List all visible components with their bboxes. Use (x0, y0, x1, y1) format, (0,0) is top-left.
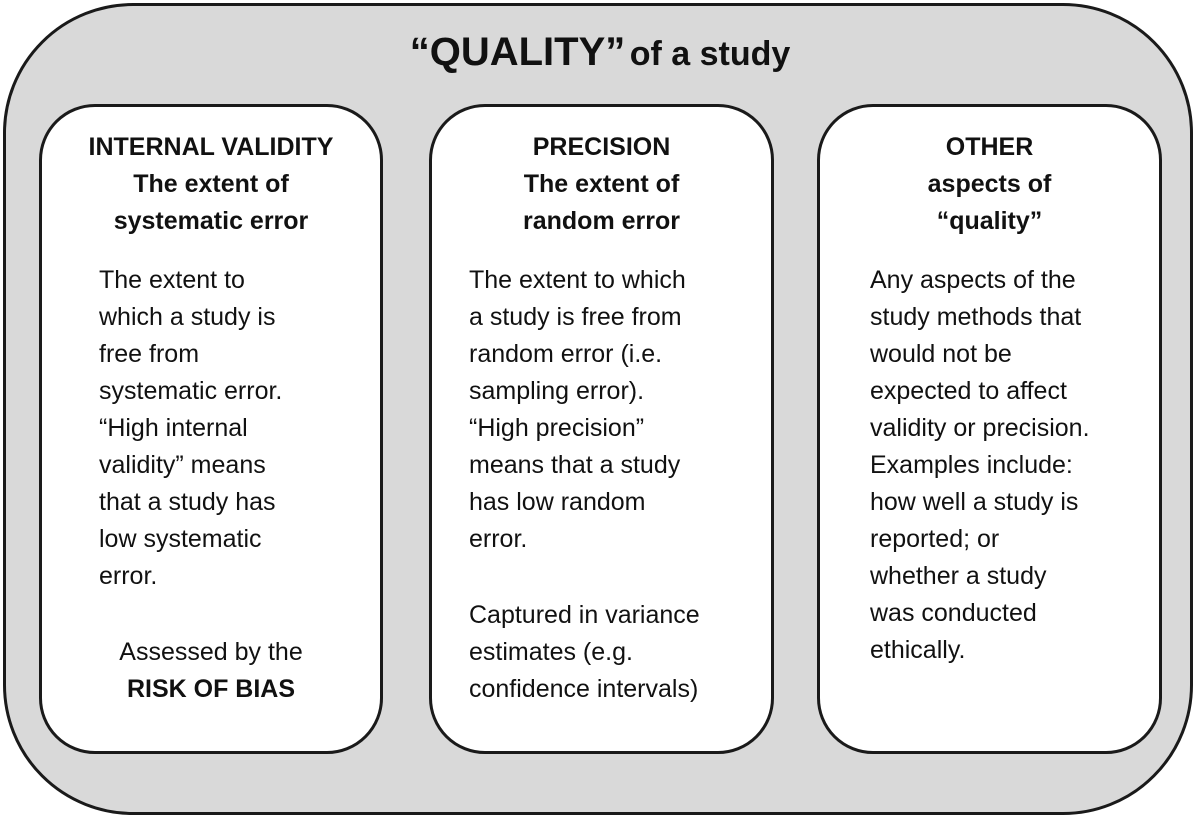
risk-of-bias-label: RISK OF BIAS (126, 675, 296, 703)
footer-line: estimates (e.g. (469, 638, 633, 666)
body-line: error. (99, 562, 158, 590)
body-line: whether a study (870, 562, 1047, 590)
card-body (469, 262, 686, 558)
other-aspects-card (817, 104, 1162, 754)
precision-card (429, 104, 774, 754)
heading-line: INTERNAL VALIDITY (88, 133, 334, 161)
heading-line: systematic error (113, 207, 309, 235)
title-quality: “QUALITY” (409, 30, 626, 74)
body-line: low systematic (99, 525, 262, 553)
footer-line: confidence intervals) (469, 675, 699, 703)
card-body (870, 262, 1090, 669)
body-line: reported; or (870, 525, 1000, 553)
heading-line: “quality” (936, 207, 1043, 235)
heading-line: random error (523, 207, 680, 235)
body-line: “High precision” (469, 414, 645, 442)
body-line: how well a study is (870, 488, 1079, 516)
body-line: was conducted (870, 599, 1037, 627)
body-line: a study is free from (469, 303, 682, 331)
heading-line: PRECISION (532, 133, 671, 161)
body-line: which a study is (99, 303, 276, 331)
body-line: sampling error). (469, 377, 645, 405)
heading-line: The extent of (523, 170, 680, 198)
body-line: Any aspects of the (870, 266, 1076, 294)
body-line: “High internal (99, 414, 248, 442)
body-line: Examples include: (870, 451, 1073, 479)
body-line: ethically. (870, 636, 966, 664)
footer-line: Assessed by the (119, 638, 303, 666)
title-rest: of a study (629, 35, 791, 73)
body-line: has low random (469, 488, 646, 516)
body-line: The extent to which (469, 266, 686, 294)
card-footer (42, 634, 380, 708)
body-line: means that a study (469, 451, 681, 479)
body-line: validity” means (99, 451, 266, 479)
body-line: study methods that (870, 303, 1082, 331)
heading-line: aspects of (927, 170, 1052, 198)
body-line: error. (469, 525, 528, 553)
footer-line: Captured in variance (469, 601, 700, 629)
card-heading (820, 129, 1159, 240)
body-line: systematic error. (99, 377, 283, 405)
body-line: free from (99, 340, 200, 368)
diagram-title (0, 30, 1200, 83)
heading-line: The extent of (133, 170, 289, 198)
body-line: expected to affect (870, 377, 1067, 405)
body-line: would not be (870, 340, 1012, 368)
card-footer (469, 597, 700, 708)
card-heading (432, 129, 771, 240)
card-heading (42, 129, 380, 240)
body-line: that a study has (99, 488, 276, 516)
heading-line: OTHER (945, 133, 1034, 161)
card-body (99, 262, 282, 595)
body-line: validity or precision. (870, 414, 1090, 442)
body-line: random error (i.e. (469, 340, 663, 368)
internal-validity-card (39, 104, 383, 754)
body-line: The extent to (99, 266, 245, 294)
